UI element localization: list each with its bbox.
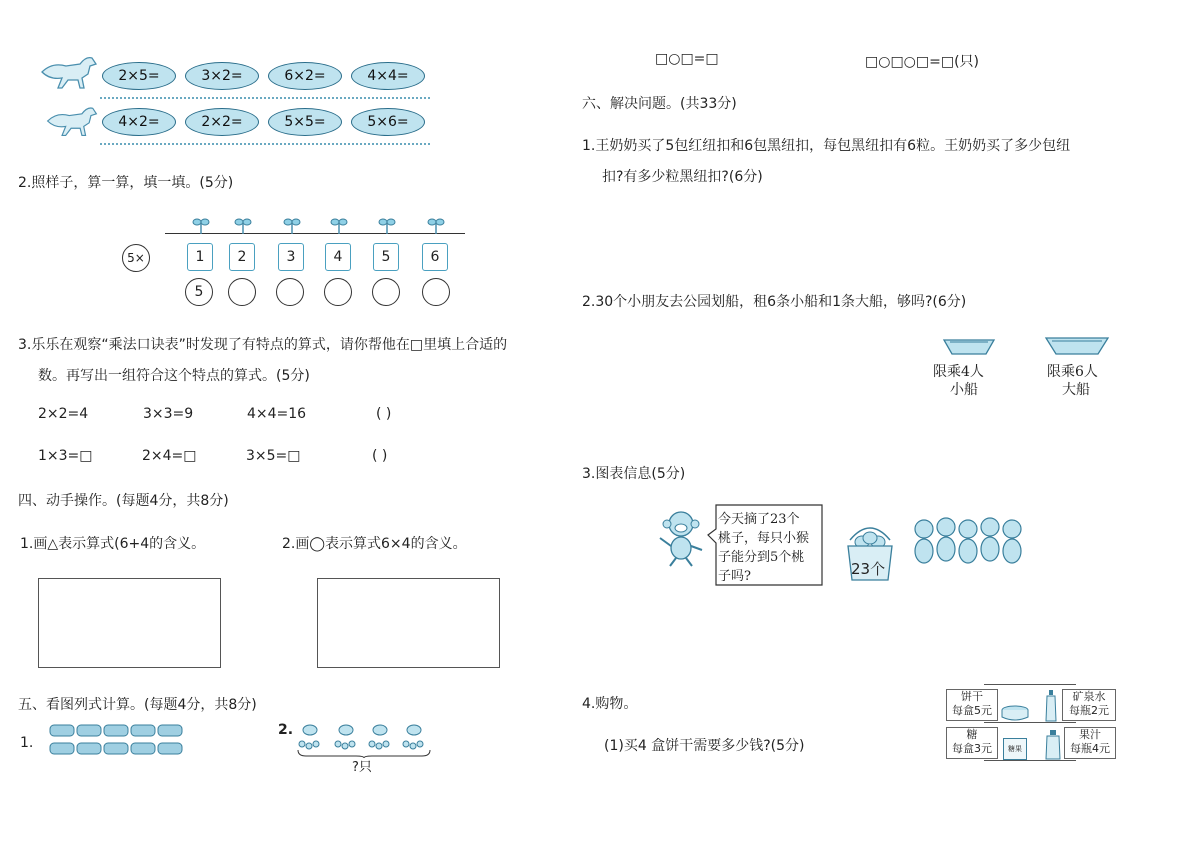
q2-text: 2.30个小朋友去公园划船，租6条小船和1条大船，够吗?(6分) [582,294,967,310]
cars-picture [48,722,188,758]
horse-icon [44,102,100,140]
sprout-icon [330,216,348,234]
number-box: 6 [422,243,448,271]
mult-oval: 2×2= [185,108,259,136]
small-boat-icon [942,332,996,358]
speech-line: 子能分到5个桃 [718,550,805,565]
sprout-icon [192,216,210,234]
q4-sub1: (1)买4 盒饼干需要多少钱?(5分) [604,738,805,754]
water-bottle-icon [1044,690,1058,722]
juice-bottle-icon [1044,730,1062,760]
big-boat-icon [1044,328,1110,358]
answer-circle[interactable] [228,278,256,306]
brace-label: ?只 [352,760,372,775]
water-name: 矿泉水 [1072,690,1106,703]
mult-oval: 3×2= [185,62,259,90]
number-box: 5 [373,243,399,271]
speech-line: 子吗? [718,569,751,584]
small-boat-name: 小船 [950,382,978,398]
biscuit-name: 饼干 [961,690,983,703]
sprout-icon [378,216,396,234]
biscuit-tin-icon [1000,704,1030,722]
juice-price: 每瓶4元 [1070,742,1110,755]
section4-q2: 2.画◯表示算式6×4的含义。 [282,536,467,552]
mult-oval: 4×4= [351,62,425,90]
number-box: 4 [325,243,351,271]
wave-divider [100,97,430,105]
formula: 2×4=□ [142,448,197,464]
answer-parentheses[interactable]: ( ) [372,448,388,464]
top-formula-2: □○□○□=□(只) [865,54,979,70]
sprout-icon [427,216,445,234]
sprout-icon [283,216,301,234]
answer-circle[interactable] [324,278,352,306]
horse-icon [38,52,100,92]
section4-q1: 1.画△表示算式(6+4的含义。 [20,536,206,552]
water-price: 每瓶2元 [1069,704,1109,717]
formula: 2×2=4 [38,406,89,422]
answer-parentheses[interactable]: ( ) [376,406,392,422]
section5-q2-number: 2. [278,722,294,738]
water-sign [1062,689,1116,721]
answer-circle[interactable]: 5 [185,278,213,306]
formula: 3×3=9 [143,406,194,422]
mult-oval: 4×2= [102,108,176,136]
mult-oval: 5×5= [268,108,342,136]
section5-q1-number: 1. [20,735,34,751]
section4-title: 四、动手操作。(每题4分，共8分) [18,493,229,509]
answer-circle[interactable] [372,278,400,306]
speech-line: 今天摘了23个 [718,512,800,527]
candy-name: 糖 [966,728,978,741]
candy-price: 每盒3元 [952,742,992,755]
answer-circle[interactable] [276,278,304,306]
q4-title: 4.购物。 [582,696,638,712]
juice-name: 果汁 [1079,728,1101,741]
monkey-icon [656,508,706,568]
candy-sign [946,727,998,759]
drawing-box[interactable] [38,578,221,668]
top-formula-1: □○□=□ [655,51,719,67]
speech-line: 桃子，每只小猴 [718,531,810,546]
q2-title: 2.照样子，算一算，填一填。(5分) [18,175,234,191]
sprout-icon [234,216,252,234]
formula: 3×5=□ [246,448,301,464]
wave-divider [100,143,430,151]
section5-title: 五、看图列式计算。(每题4分，共8分) [18,697,257,713]
formula: 4×4=16 [247,406,307,422]
mult-oval: 2×5= [102,62,176,90]
section6-title: 六、解决问题。(共33分) [582,96,737,112]
answer-circle[interactable] [422,278,450,306]
basket-label: 23个 [851,560,886,578]
drawing-box[interactable] [317,578,500,668]
mult-oval: 5×6= [351,108,425,136]
big-boat-limit: 限乘6人 [1047,364,1098,380]
multiplier-circle: 5× [122,244,150,272]
candy-jar-icon: 糖果 [1003,738,1027,760]
number-box: 3 [278,243,304,271]
monkeys-group-icon [908,515,1032,575]
number-box: 1 [187,243,213,271]
big-boat-name: 大船 [1062,382,1090,398]
q1-line1: 1.王奶奶买了5包红纽扣和6包黑纽扣，每包黑纽扣有6粒。王奶奶买了多少包纽 [582,138,1071,154]
formula: 1×3=□ [38,448,93,464]
mult-oval: 6×2= [268,62,342,90]
q3-text-line1: 3.乐乐在观察“乘法口诀表”时发现了有特点的算式，请你帮他在□里填上合适的 [18,337,508,353]
small-boat-limit: 限乘4人 [933,364,984,380]
biscuit-sign [946,689,998,721]
biscuit-price: 每盒5元 [952,704,992,717]
q3-text-line2: 数。再写出一组符合这个特点的算式。(5分) [38,368,310,384]
number-box: 2 [229,243,255,271]
q1-line2: 扣?有多少粒黑纽扣?(6分) [602,169,763,185]
q3-title: 3.图表信息(5分) [582,466,686,482]
number-line [165,233,465,234]
juice-sign [1064,727,1116,759]
